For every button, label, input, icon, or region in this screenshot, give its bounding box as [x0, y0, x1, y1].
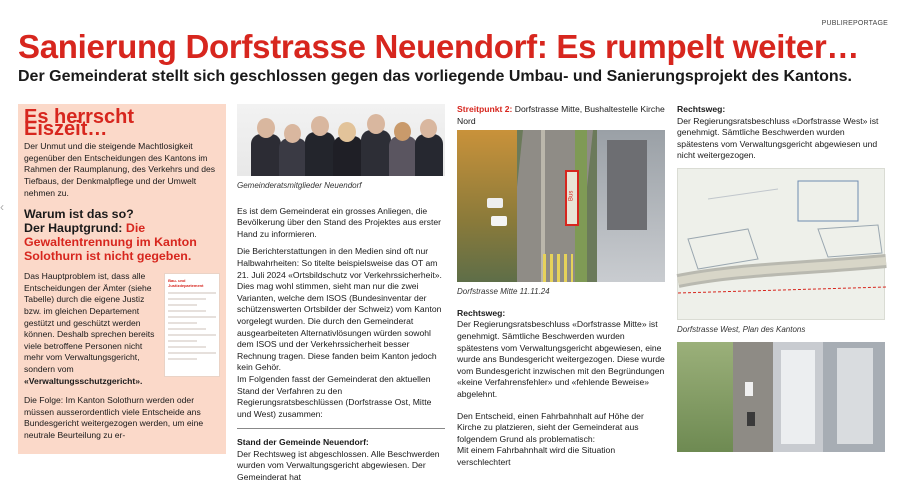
column-3 — [457, 104, 665, 475]
col3-paragraph-2: Den Entscheid, einen Fahrbahnhalt auf Höhe der Kirche zu platzieren, sieht der Gemeinderat aus folgendem Grund als problematisch: — [457, 410, 644, 444]
chevron-left-icon[interactable]: ‹ — [0, 200, 4, 214]
col2-paragraph-1: Es ist dem Gemeinderat ein grosses Anliegen, die Bevölkerung über den Stand des Projektes aus erster Hand zu informieren. — [237, 205, 441, 239]
west-plan-drawing — [678, 169, 886, 321]
rechtsweg-heading-mitte: Rechtsweg: — [457, 307, 506, 318]
rechtsweg-text-mitte: Der Regierungsratsbeschluss «Dorfstrasse Mitte» ist genehmigt. Sämtliche Beschwerden wurden spätestens vom Verwaltungsgericht abgewiesen, eine wurde ans Bundesgericht weitergezogen. Diese wurde vom Bundesgericht inzwischen mit den Begründungen «keine Verfahrensfehler» und «fehlende Beweise» abgelehnt. — [457, 319, 665, 399]
box-body-text: Das Hauptproblem ist, dass alle Entscheidungen der Ämter (siehe Tabelle) durch die eigene Justiz bzw. im gleichen Departement gestützt und geschützt werden können. Deshalb sprechen bereits viele betroffene Personen nicht mehr vom Verwaltungsgericht, sondern vom — [24, 271, 155, 374]
section-text-neuendorf: Der Rechtsweg ist abgeschlossen. Alle Beschwerden wurden vom Verwaltungsgericht abgewiesen. Der Gemeinderat hat — [237, 448, 440, 483]
box-body-bold: «Verwaltungsschutzgericht». — [24, 375, 143, 386]
box-title: Es herrscht Eiszeit… — [24, 106, 135, 140]
main-reason-red: Die Gewaltentrennung im Kanton Solothurn ist nicht gegeben. — [24, 221, 197, 264]
box-intro: Der Unmut und die steigende Machtlosigkeit gegenüber den Entscheidungen des Kantons im Rahmen der Raumplanung, des Verkehrs und des Tiefbaus, der Denkmalpflege und der Umwelt nehmen zu. — [24, 141, 216, 198]
col3-paragraph-3: Mit einem Fahrbahnhalt wird die Situation verschlechtert — [457, 445, 616, 467]
body-with-table — [24, 271, 220, 387]
rechtsweg-text-west: Der Regierungsratsbeschluss «Dorfstrasse West» ist genehmigt. Sämtliche Beschwerden wurden spätestens vom Verwaltungsgericht abgewiesen und nicht weitergezogen. — [677, 115, 879, 161]
west-plan-caption: Dorfstrasse West, Plan des Kantons — [677, 324, 806, 334]
col2-paragraph-3: Im Folgenden fasst der Gemeinderat den aktuellen Stand der Verfahren zu den Regierungsratsbeschlüssen (Dorfstrasse Ost, Mitte und West) zusammen: — [237, 373, 432, 419]
west-plan-image — [677, 168, 885, 320]
divider — [237, 428, 445, 429]
column-4 — [677, 104, 885, 452]
streitpunkt-label: Streitpunkt 2: — [457, 104, 513, 114]
col2-paragraph-2: Die Berichterstattungen in den Medien sind oft nur Halbwahrheiten: So titelte beispielsweise das OT am 21. Juli 2024 «Ortsbildschutz vor Verkehrssicherheit». Dies mag wohl stimmen, sieht man nur die zwei Varianten, welche dem ISOS (Bundesinventar der schützenswerten Ortsbilder der Schweiz) vom Kanton vorgelegt wurden. Die durch den Gemeinderat ausgearbeiteten Alternativlösungen würden sowohl dem ISOS und der Verkehrssicherheit besser Rechnung tragen. Diese fanden beim Kanton jedoch kein Gehör. — [237, 246, 442, 373]
question-heading: Warum ist das so? — [24, 207, 134, 222]
aerial-photo-mitte — [457, 130, 665, 282]
aerial-photo-west — [677, 342, 885, 452]
aerial-photo-caption: Dorfstrasse Mitte 11.11.24 — [457, 287, 550, 297]
box-body — [24, 271, 158, 387]
column-2 — [237, 104, 445, 490]
headline: Sanierung Dorfstrasse Neuendorf: Es rumpelt weiter… — [18, 28, 860, 65]
council-photo-caption: Gemeinderatsmitglieder Neuendorf — [237, 181, 362, 190]
subheadline: Der Gemeinderat stellt sich geschlossen gegen das vorliegende Umbau- und Sanierungsprojekt des Kantons. — [18, 68, 852, 85]
eiszeit-box — [18, 104, 226, 454]
publireportage-label: PUBLIREPORTAGE — [821, 20, 888, 27]
rechtsweg-heading-west: Rechtsweg: — [677, 104, 726, 114]
council-photo — [237, 104, 445, 176]
box-bottom: Die Folge: Im Kanton Solothurn werden oder müssen ausserordentlich viele Entscheide ans Bundesgericht weitergezogen werden, um eine neutrale Beurteilung zu er- — [24, 395, 204, 440]
main-reason-prefix: Der Hauptgrund: — [24, 221, 126, 236]
streitpunkt-heading — [457, 104, 665, 127]
department-table — [164, 273, 220, 377]
streitpunkt-text: Dorfstrasse Mitte, Bushaltestelle Kirche Nord — [457, 104, 665, 126]
bus-stop-label: Bus — [568, 190, 575, 202]
main-reason-heading — [24, 221, 220, 263]
department-table-title: Bau- und Justizdepartement — [168, 278, 204, 289]
section-title-neuendorf: Stand der Gemeinde Neuendorf: — [237, 437, 369, 448]
